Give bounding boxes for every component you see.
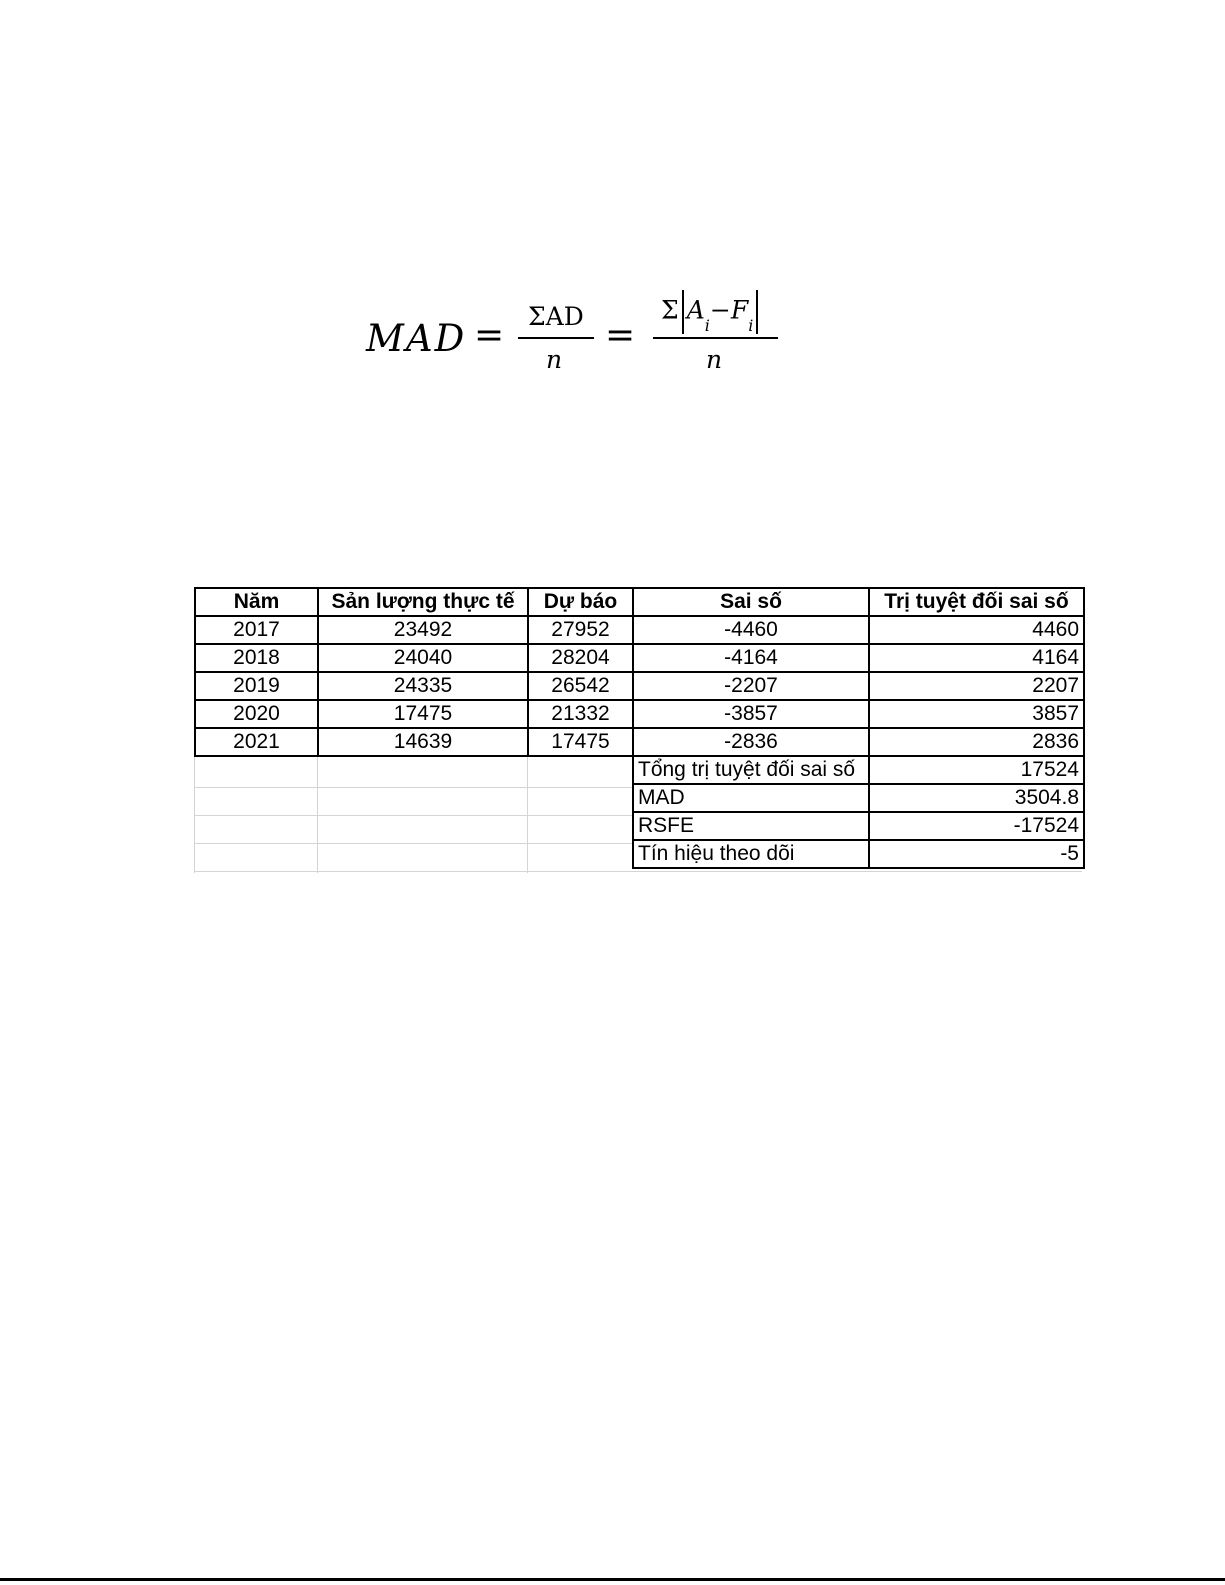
summary-label: RSFE: [633, 812, 869, 840]
cell-forecast: 27952: [528, 616, 633, 644]
table-row: [195, 728, 1084, 756]
mad-formula: [360, 290, 800, 380]
gridline: [194, 871, 1082, 872]
formula-frac2-numerator: Σ $A_i-F_i$: [661, 290, 761, 334]
cell-abs-error: 2207: [869, 672, 1084, 700]
cell-forecast: 17475: [528, 728, 633, 756]
table-row: [195, 616, 1084, 644]
formula-frac2-bar: [653, 337, 778, 339]
header-row: [195, 588, 1084, 616]
cell-abs-error: 4164: [869, 644, 1084, 672]
header-forecast: Dự báo: [528, 588, 633, 616]
header-year: Năm: [195, 588, 318, 616]
formula-frac1-denominator: n: [546, 345, 563, 374]
header-actual: Sản lượng thực tế: [318, 588, 528, 616]
abs-bar-right: [756, 290, 758, 334]
summary-row: [195, 840, 1084, 868]
summary-row: [195, 756, 1084, 784]
summary-row: [195, 784, 1084, 812]
forecast-error-table: [194, 587, 1085, 869]
formula-equals-1: =: [474, 315, 505, 356]
summary-label: Tín hiệu theo dõi: [633, 840, 869, 868]
cell-error: -2836: [633, 728, 869, 756]
formula-frac1-bar: [518, 337, 594, 339]
cell-error: -4164: [633, 644, 869, 672]
cell-actual: 23492: [318, 616, 528, 644]
table-row: [195, 672, 1084, 700]
summary-row: [195, 812, 1084, 840]
cell-forecast: 26542: [528, 672, 633, 700]
table-row: [195, 644, 1084, 672]
summary-value: 17524: [869, 756, 1084, 784]
page-bottom-border: [0, 1578, 1225, 1581]
abs-bar-left: [682, 290, 684, 334]
cell-forecast: 21332: [528, 700, 633, 728]
cell-error: -2207: [633, 672, 869, 700]
cell-abs-error: 3857: [869, 700, 1084, 728]
header-abs-error: Trị tuyệt đối sai số: [869, 588, 1084, 616]
summary-label: MAD: [633, 784, 869, 812]
formula-equals-2: =: [605, 315, 636, 356]
formula-lhs: MAD: [366, 317, 467, 360]
cell-error: -4460: [633, 616, 869, 644]
cell-abs-error: 4460: [869, 616, 1084, 644]
cell-actual: 24335: [318, 672, 528, 700]
summary-value: -17524: [869, 812, 1084, 840]
cell-year: 2021: [195, 728, 318, 756]
cell-year: 2020: [195, 700, 318, 728]
summary-value: -5: [869, 840, 1084, 868]
formula-frac2-denominator: n: [706, 345, 723, 374]
cell-year: 2019: [195, 672, 318, 700]
cell-forecast: 28204: [528, 644, 633, 672]
cell-actual: 17475: [318, 700, 528, 728]
cell-actual: 24040: [318, 644, 528, 672]
summary-value: 3504.8: [869, 784, 1084, 812]
formula-frac1-numerator: ΣAD: [528, 302, 584, 331]
cell-year: 2018: [195, 644, 318, 672]
cell-abs-error: 2836: [869, 728, 1084, 756]
cell-year: 2017: [195, 616, 318, 644]
summary-label: Tổng trị tuyệt đối sai số: [633, 756, 869, 784]
table-row: [195, 700, 1084, 728]
cell-error: -3857: [633, 700, 869, 728]
cell-actual: 14639: [318, 728, 528, 756]
header-error: Sai số: [633, 588, 869, 616]
